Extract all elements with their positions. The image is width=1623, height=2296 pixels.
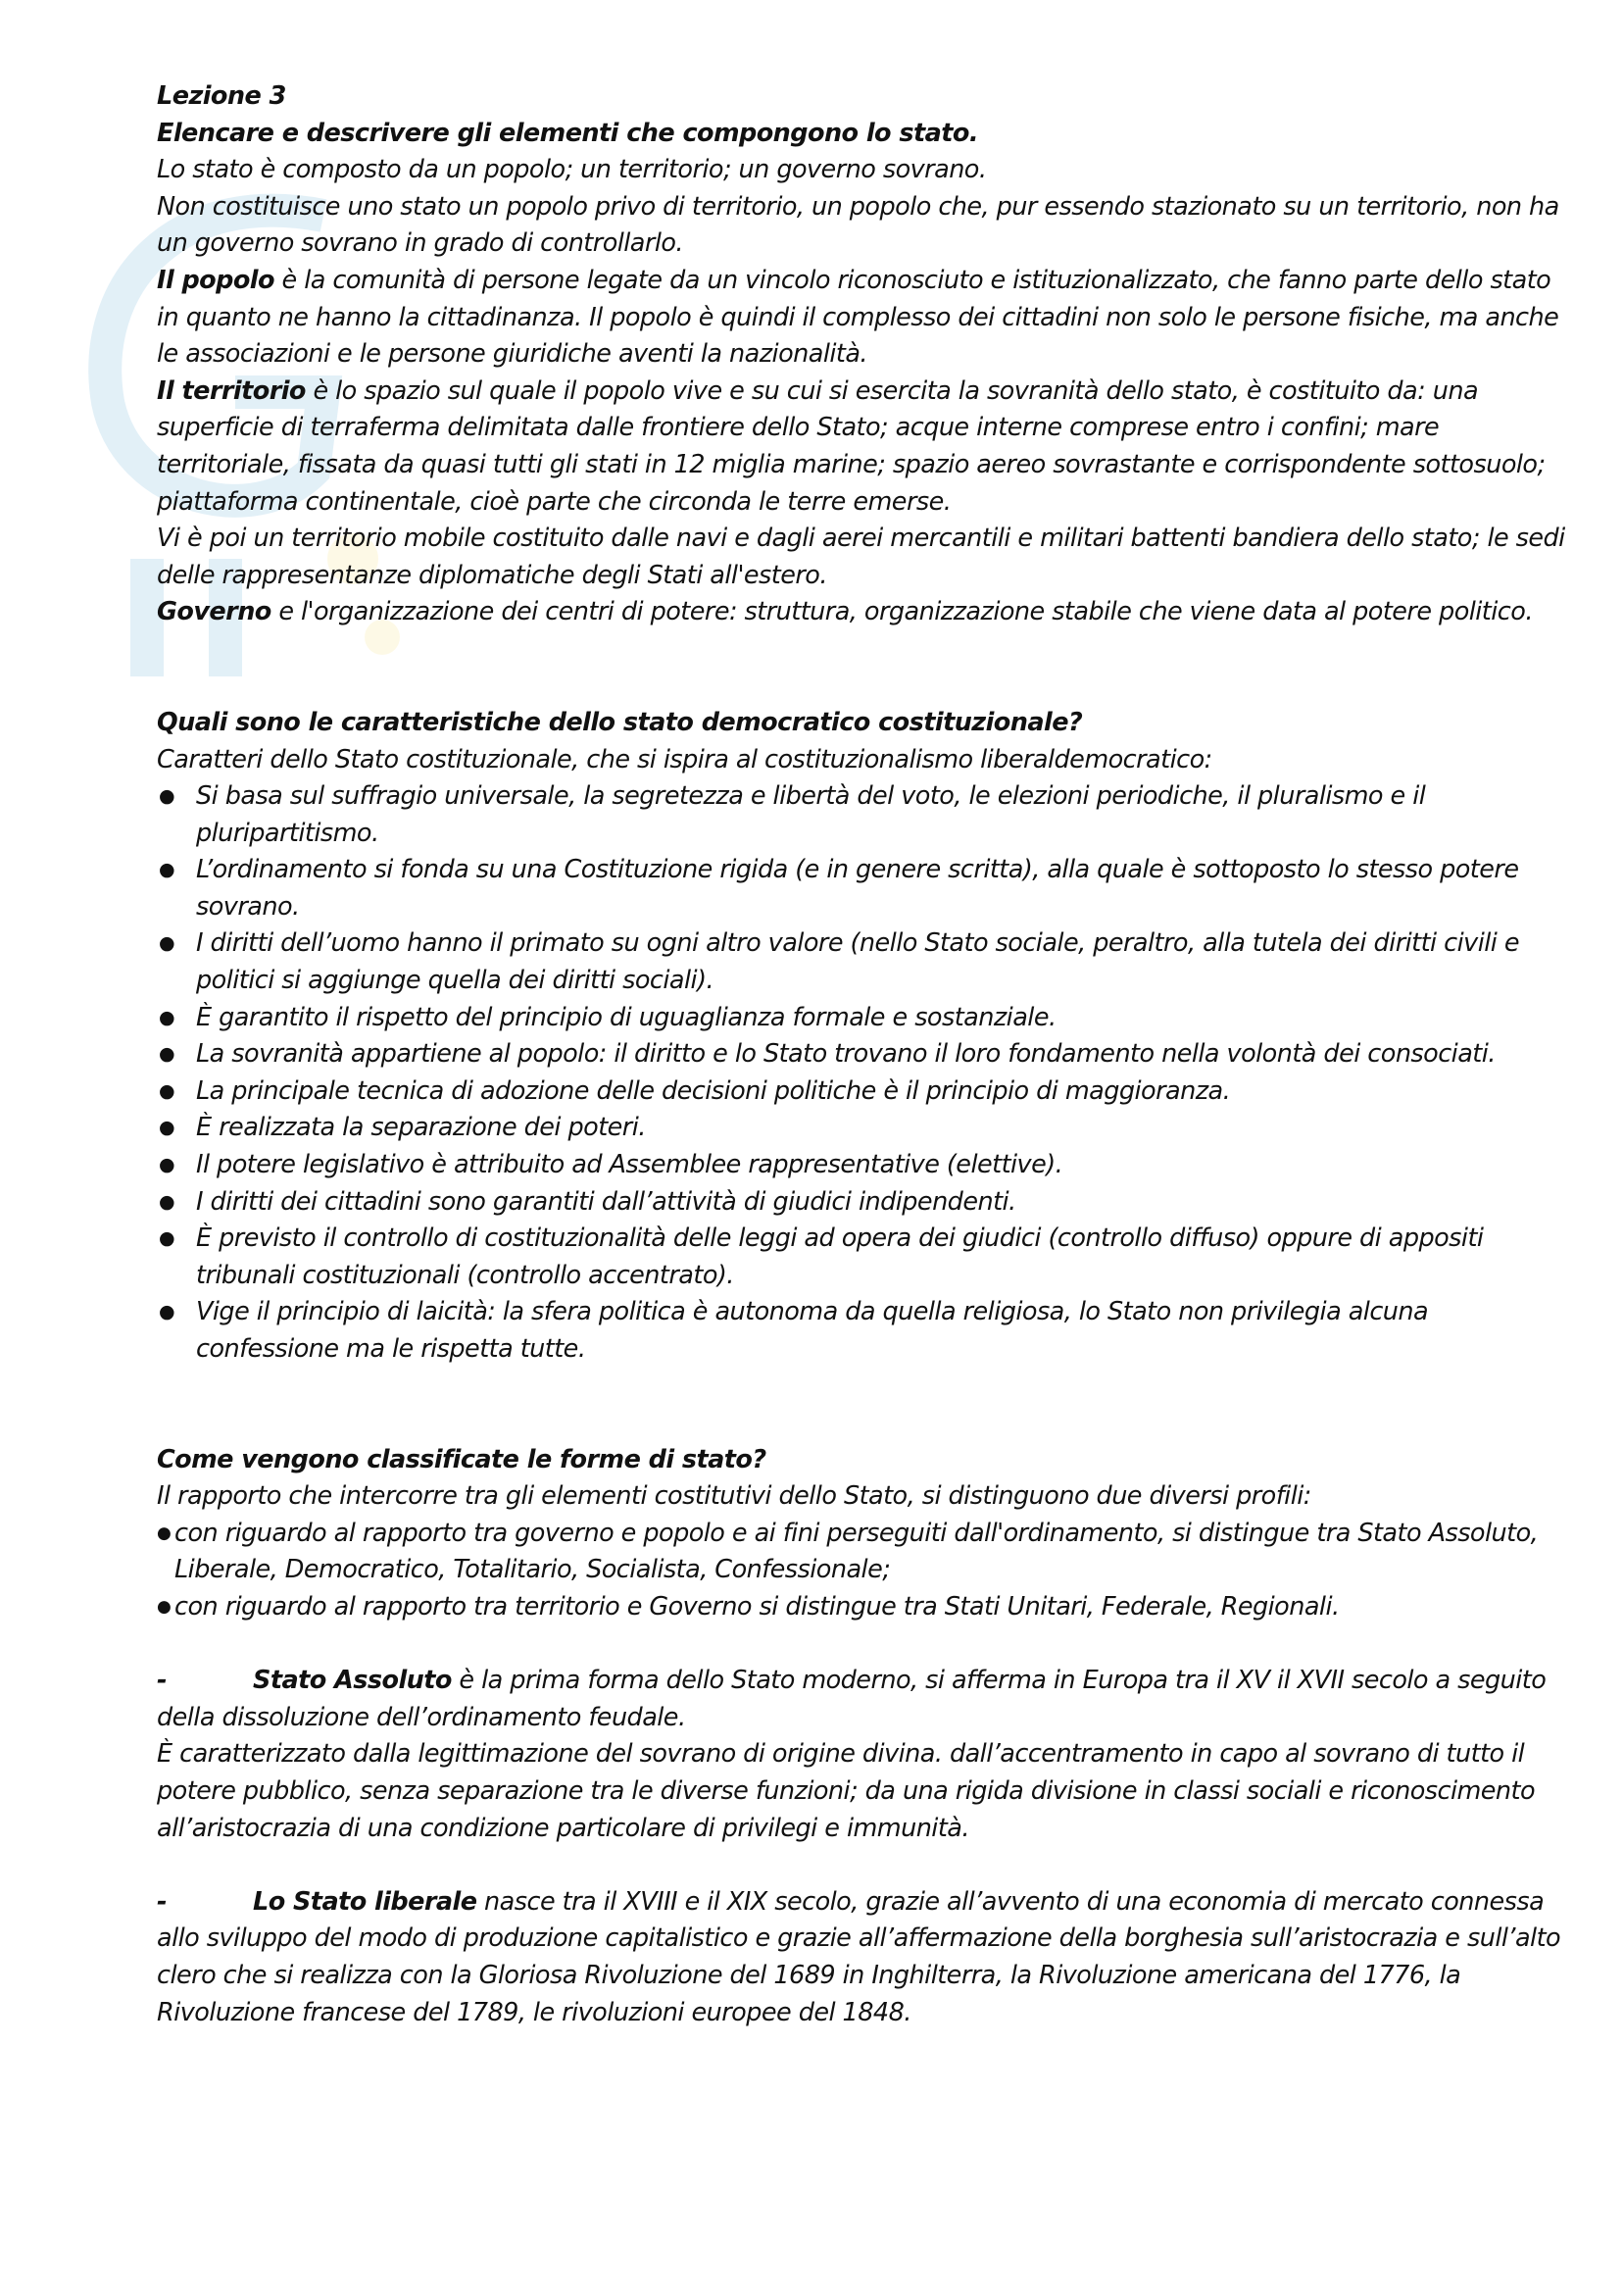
list-item: ● con riguardo al rapporto tra territorio e Governo si distingue tra Stati Unitari, Federale, Regionali.: [157, 1589, 1568, 1626]
paragraph-stato-assoluto: - Stato Assoluto è la prima forma dello Stato moderno, si afferma in Europa tra il XV il XVII secolo a seguito della dissoluzione dell’ordinamento feudale.: [157, 1666, 1547, 1732]
paragraph-stato-assoluto-features: È caratterizzato dalla legittimazione del sovrano di origine divina. dall’accentramento in capo al sovrano di tutto il potere pubblico, senza separazione tra le diverse funzioni; da una rigida divisione in classi sociali e riconoscimento all’aristocrazia di una condizione particolare di privilegi e immunità.: [157, 1739, 1536, 1843]
term-stato-assoluto: Stato Assoluto: [253, 1666, 452, 1696]
question-elements: Elencare e descrivere gli elementi che compongono lo stato.: [157, 118, 978, 148]
paragraph-territorio: Il territorio è lo spazio sul quale il popolo vive e su cui si esercita la sovranità dello stato, è costituito da: una superficie di terraferma delimitata dalle frontiere dello Stato; acque interne comprese entro i confini; mare territoriale, fissata da quasi tutti gli stati in 12 miglia marine; spazio aereo sovrastante e corrispondente sottosuolo; piattaforma continentale, cioè parte che circonda le terre emerse.: [157, 375, 1546, 517]
paragraph-governo: Governo e l'organizzazione dei centri di potere: struttura, organizzazione stabile che viene data al potere politico.: [157, 597, 1533, 627]
list-item: ● È realizzata la separazione dei poteri.: [157, 1110, 1568, 1147]
list-item: ● È previsto il controllo di costituzionalità delle leggi ad opera dei giudici (controllo diffuso) oppure di appositi tribunali costituzionali (controllo accentrato).: [157, 1221, 1568, 1294]
term-stato-liberale: Lo Stato liberale: [253, 1886, 477, 1917]
intro-democratic-state: Caratteri dello Stato costituzionale, che si ispira al costituzionalismo liberaldemocratico:: [157, 744, 1212, 774]
intro-forms-of-state: Il rapporto che intercorre tra gli elementi costitutivi dello Stato, si distinguono due diversi profili:: [157, 1481, 1311, 1512]
list-item: ● Il potere legislativo è attribuito ad Assemblee rappresentative (elettive).: [157, 1147, 1568, 1184]
list-item: ● È garantito il rispetto del principio di uguaglianza formale e sostanziale.: [157, 1000, 1568, 1037]
question-forms-of-state: Come vengono classificate le forme di stato?: [157, 1444, 766, 1474]
list-item: ● La principale tecnica di adozione delle decisioni politiche è il principio di maggioranza.: [157, 1073, 1568, 1111]
list-democratic-features: [157, 778, 1568, 1369]
paragraph-popolo: Il popolo è la comunità di persone legate da un vincolo riconosciuto e istituzionalizzato, che fanno parte dello stato in quanto ne hanno la cittadinanza. Il popolo è quindi il complesso dei cittadini non solo le persone fisiche, ma anche le associazioni e le persone giuridiche aventi la nazionalità.: [157, 265, 1559, 370]
list-item: ● Si basa sul suffragio universale, la segretezza e libertà del voto, le elezioni periodiche, il pluralismo e il pluripartitismo.: [157, 778, 1568, 852]
paragraph-composition: Lo stato è composto da un popolo; un territorio; un governo sovrano.: [157, 155, 987, 185]
list-item: ● con riguardo al rapporto tra governo e popolo e ai fini perseguiti dall'ordinamento, si distingue tra Stato Assoluto, Liberale, Democratico, Totalitario, Socialista, Confessionale;: [157, 1516, 1568, 1589]
paragraph-stato-liberale: - Lo Stato liberale nasce tra il XVIII e il XIX secolo, grazie all’avvento di una economia di mercato connessa allo sviluppo del modo di produzione capitalistico e grazie all’affermazione della borghesia sull’aristocrazia e sull’alto clero che si realizza con la Gloriosa Rivoluzione del 1689 in Inghilterra, la Rivoluzione americana del 1776, la Rivoluzione francese del 1789, le rivoluzioni europee del 1848.: [157, 1886, 1561, 2027]
document-page: [157, 78, 1568, 2031]
list-item: ● I diritti dell’uomo hanno il primato su ogni altro valore (nello Stato sociale, peraltro, alla tutela dei diritti civili e politici si aggiunge quella dei diritti sociali).: [157, 925, 1568, 999]
list-item: ● I diritti dei cittadini sono garantiti dall’attività di giudici indipendenti.: [157, 1184, 1568, 1222]
paragraph-territorio-mobile: Vi è poi un territorio mobile costituito dalle navi e dagli aerei mercantili e militari battenti bandiera dello stato; le sedi delle rappresentanze diplomatiche degli Stati all'estero.: [157, 524, 1565, 590]
list-item: ● Vige il principio di laicità: la sfera politica è autonoma da quella religiosa, lo Stato non privilegia alcuna confessione ma le rispetta tutte.: [157, 1294, 1568, 1368]
lesson-title: Lezione 3: [157, 81, 286, 111]
term-governo: Governo: [157, 597, 271, 627]
list-profiles: [157, 1516, 1568, 1626]
term-territorio: Il territorio: [157, 375, 306, 406]
paragraph-not-state: Non costituisce uno stato un popolo privo di territorio, un popolo che, pur essendo stazionato su un territorio, non ha un governo sovrano in grado di controllarlo.: [157, 191, 1559, 259]
question-democratic-state: Quali sono le caratteristiche dello stato democratico costituzionale?: [157, 707, 1083, 737]
list-item: ● L’ordinamento si fonda su una Costituzione rigida (e in genere scritta), alla quale è sottoposto lo stesso potere sovrano.: [157, 852, 1568, 925]
list-item: ● La sovranità appartiene al popolo: il diritto e lo Stato trovano il loro fondamento nella volontà dei consociati.: [157, 1036, 1568, 1073]
term-popolo: Il popolo: [157, 265, 274, 295]
